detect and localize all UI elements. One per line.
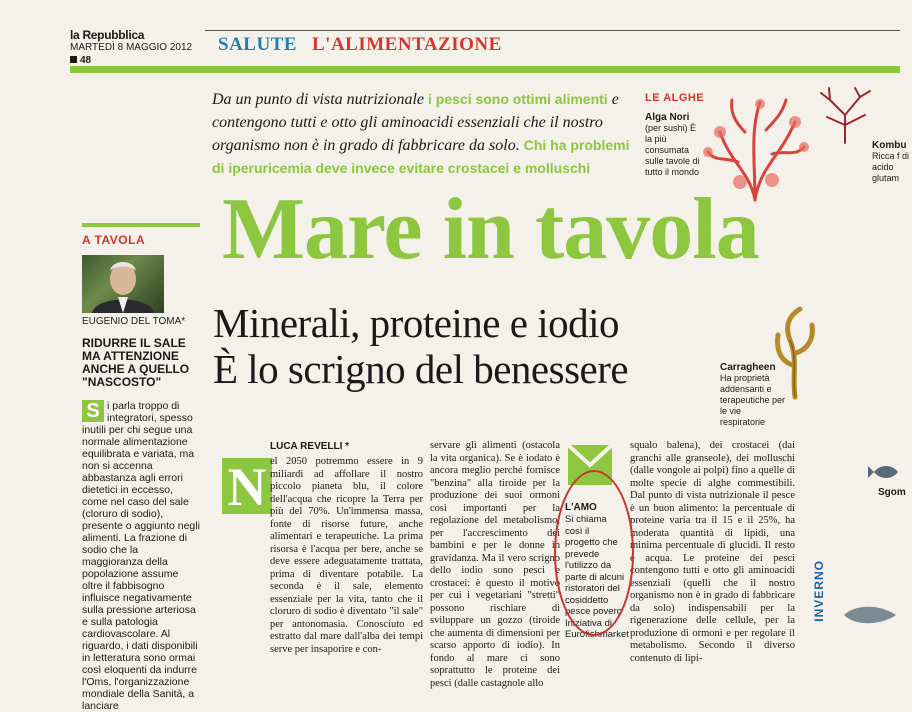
carragheen-name: Carragheen [720,362,776,373]
rubric-bar [205,30,900,63]
rubric-topic: L'ALIMENTAZIONE [312,34,502,55]
amo-body: Si chiama così il progetto che prevede l'utilizzo da parte di alcuni ristoratori del cosiddetto pesce povero Iniziativa di Eurofishmarket [565,514,629,640]
kombu-name: Kombu [872,140,907,151]
article-column-2: servare gli alimenti (ostacola la vita organica). Se è iodato è ancora meglio perché fornisce "benzina" alla tiroide per la produzione dei suoi ormoni così importanti per la regolazione del metabolismo, per l'accrescimento dei bambini e per le donne in gravidanza. Ma il vero scrigno dello iodio sono pesci e crostacei: è questo il motivo per cui i vegetariani "stretti" possono rischiare di sviluppare un gozzo (tiroide che aumenta di dimensioni per scarso apporto di iodio). In fondo al mare ci sono soprattutto le proteine dei pesci (dalle castagnole allo [430,440,560,689]
fish-icon [872,462,900,482]
nori-description: (per sushi) È la più consumata sulle tavole di tutto il mondo [645,123,700,177]
carragheen-description: Ha proprietà addensanti e terapeutiche per le vie respiratorie [720,373,786,427]
subtitle-line-2: È lo scrigno del benessere [213,346,629,392]
person-icon [82,255,164,313]
nori-name: Alga Nori [645,112,690,123]
article-column-3: squalo balena), dei crostacei (dai granchi alle granseole), dei molluschi (dalle vongole ai polpi) fino a quelle di molte specie di alghe commestibili. Dal punto di vista nutrizionale il pesce è un buon alimento: la percentuale di proteine varia tra il 15 e il 25%, ha moderata quantità di lipidi, una minima percentuale di glucidi. Il resto è acqua. Le proteine dei pesci contengono tutti e otto gli aminoacidi essenziali (quelli che il nostro organismo non è in grado di fabbricare da solo) indispensabili per la rigenerazione delle cellule, per la produzione di ormoni e per regolare il metabolismo. Secondo il diverso contenuto di lipi- [630,440,795,664]
amo-title: L'AMO [565,502,597,513]
sidebar-text: i parla troppo di integratori, spesso inutili per chi segue una normale alimentazione equilibrata e variata, ma non si accenna abbastanza agli errori dietetici in eccesso, come nel caso del sale (cloruro di sodio), presente o aggiunto negli alimenti. La frazione di sodio che la maggioranza della popolazione assume oltre il fabbisogno influisce negativamente sulla pressione arteriosa e sulla patologia cardiovascolare. Al riguardo, i dati disponibili in letteratura sono ormai così eloquenti da indurre l'Oms, l'organizzazione mondiale della Sanità, a lanciare [82,400,200,712]
sidebar-author: EUGENIO DEL TOMA* [82,316,186,327]
newspaper-logo: la Repubblica [70,28,145,42]
sidebar-body [82,400,200,712]
sidebar-label: A TAVOLA [82,233,146,247]
summary-part-2: e contengono tutti e otto gli aminoacidi essenziali che il nostro organismo non è in grado di fabbricare da solo. [212,91,619,154]
page-number-value: 48 [80,55,92,66]
sgombro-label: Sgom [878,487,906,498]
article-summary [212,88,632,180]
author-portrait [82,255,164,313]
issue-date: MARTEDÌ 8 MAGGIO 2012 [70,42,193,53]
main-headline: Mare in tavola [222,181,759,278]
page-marker-icon [70,56,77,63]
subtitle [213,300,628,392]
page-number [70,55,91,66]
summary-highlight-1: i pesci sono ottimi alimenti [428,91,608,107]
article-byline: LUCA REVELLI * [270,441,350,452]
article-dropcap: N [222,458,272,514]
season-label: INVERNO [812,560,826,622]
alghe-title: LE ALGHE [645,92,705,104]
summary-part-1: Da un punto di vista nutrizionale [212,91,428,108]
article-column-1: el 2050 potremmo essere in 9 miliardi ad affollare il nostro piccolo pianeta blu, il colore dell'acqua che ricopre la Terra per più del 70%. Un'immensa massa, fonte di risorse future, anche alimentari e terapeutiche. La prima risorsa è l'acqua per bere, anche se deve essere adeguatamente trattata, prima di diventare potabile. La seconda è il sale, elemento essenziale per la vita, tanto che il cloruro di sodio è diventato "il sale" per antonomasia. Conosciuto ed estratto dal mare dall'alba dei tempi serve per insaporire e con- [270,456,423,655]
subtitle-line-1: Minerali, proteine e iodio [213,300,619,346]
sidebar-headline: RIDURRE IL SALE MA ATTENZIONE ANCHE A QUELLO "NASCOSTO" [82,336,190,389]
sidebar-dropcap: S [82,400,104,422]
section-rule [70,66,900,73]
rubric-section: SALUTE [218,34,298,55]
summary-highlight-2: Chi ha problemi di iperuricemia deve invece evitare crostacei e molluschi [212,137,630,176]
sidebar-rule [82,223,200,227]
kombu-description: Ricca f di acido glutam [872,151,910,183]
fish-icon-bottom [840,600,900,630]
red-circle-annotation [554,470,634,636]
kombu-seaweed-illustration [815,85,875,145]
